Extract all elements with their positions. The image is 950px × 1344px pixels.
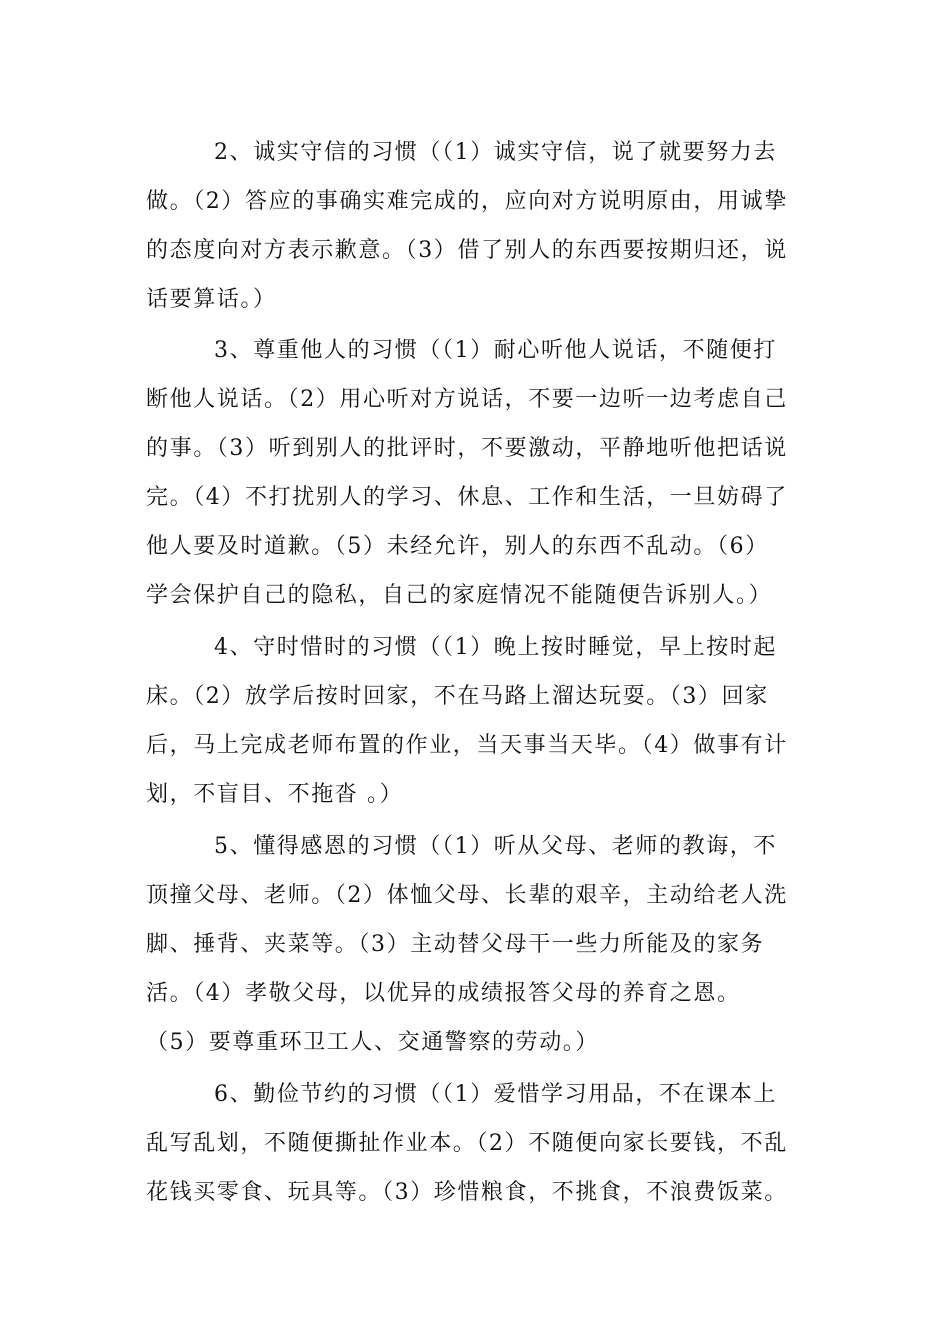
text-line: 他人要及时道歉。（5）未经允许，别人的东西不乱动。（6）: [146, 534, 769, 559]
text-line: 完。（4）不打扰别人的学习、休息、工作和生活，一旦妨碍了: [146, 485, 788, 510]
text-line: 话要算话。）: [146, 287, 277, 312]
item-4-heading-line: 4、守时惜时的习惯（（1）晚上按时睡觉，早上按时起: [214, 635, 777, 660]
text-line: 的事。（3）听到别人的批评时，不要激动，平静地听他把话说: [146, 436, 788, 461]
text-line: 学会保护自己的隐私，自己的家庭情况不能随便告诉别人。）: [146, 583, 773, 608]
text-line: 后，马上完成老师布置的作业，当天事当天毕。（4）做事有计: [146, 733, 788, 758]
item-3-heading-line: 3、尊重他人的习惯（（1）耐心听他人说话，不随便打: [214, 338, 777, 363]
text-line: 断他人说话。（2）用心听对方说话，不要一边听一边考虑自己: [146, 387, 788, 412]
text-line: 乱写乱划，不随便撕扯作业本。（2）不随便向家长要钱，不乱: [146, 1131, 788, 1156]
item-5-heading-line: 5、懂得感恩的习惯（（1）听从父母、老师的教诲，不: [214, 834, 777, 859]
text-line: 活。（4）孝敬父母，以优异的成绩报答父母的养育之恩。: [146, 981, 741, 1006]
text-line: 的态度向对方表示歉意。（3）借了别人的东西要按期归还，说: [146, 238, 788, 263]
text-line: 划，不盲目、不拖沓 。）: [146, 782, 404, 807]
text-line: 脚、捶背、夹菜等。（3）主动替父母干一些力所能及的家务: [146, 932, 765, 957]
text-line: 花钱买零食、玩具等。（3）珍惜粮食，不挑食，不浪费饭菜。: [146, 1180, 788, 1205]
text-line: 顶撞父母、老师。（2）体恤父母、长辈的艰辛，主动给老人洗: [146, 883, 788, 908]
text-line: 做。（2）答应的事确实难完成的，应向对方说明原由，用诚挚: [146, 189, 788, 214]
item-2-heading-line: 2、诚实守信的习惯（（1）诚实守信，说了就要努力去: [214, 140, 777, 165]
item-6-heading-line: 6、勤俭节约的习惯（（1）爱惜学习用品，不在课本上: [214, 1082, 777, 1107]
text-line: （5）要尊重环卫工人、交通警察的劳动。）: [146, 1030, 599, 1055]
text-line: 床。（2）放学后按时回家，不在马路上溜达玩耍。（3）回家: [146, 684, 769, 709]
